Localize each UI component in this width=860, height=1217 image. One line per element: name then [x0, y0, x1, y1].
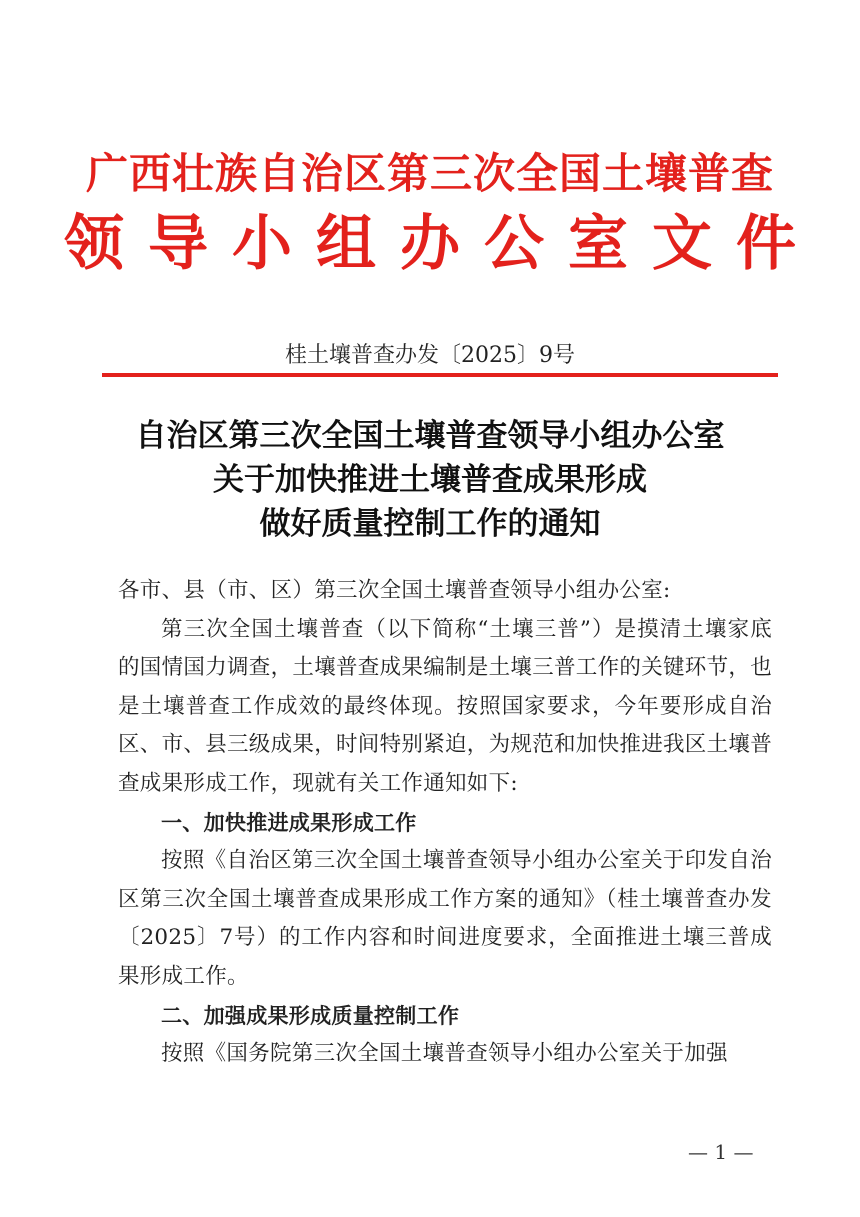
section-heading-1: 一、加快推进成果形成工作	[161, 810, 417, 835]
page-number: — 1 —	[688, 1140, 754, 1164]
issuer-header-line1: 广西壮族自治区第三次全国土壤普查	[85, 149, 774, 198]
title-line-3: 做好质量控制工作的通知	[259, 506, 601, 542]
document-number: 桂土壤普查办发〔2025〕9号	[285, 343, 575, 368]
red-separator-line	[102, 373, 778, 377]
document-title	[0, 414, 860, 546]
document-body	[118, 572, 772, 1074]
paragraph-section-1: 按照《自治区第三次全国土壤普查领导小组办公室关于印发自治区第三次全国土壤普查成果形成工作方案的通知》（桂土壤普查办发〔2025〕7号）的工作内容和时间进度要求，全面推进土壤三普成果形成工作。	[118, 848, 772, 989]
paragraph-section-2: 按照《国务院第三次全国土壤普查领导小组办公室关于加强	[161, 1041, 728, 1067]
title-line-2: 关于加快推进土壤普查成果形成	[213, 462, 647, 498]
salutation: 各市、县（市、区）第三次全国土壤普查领导小组办公室:	[118, 578, 671, 603]
paragraph-intro: 第三次全国土壤普查（以下简称“土壤三普”）是摸清土壤家底的国情国力调查，土壤普查成果编制是土壤三普工作的关键环节，也是土壤普查工作成效的最终体现。按照国家要求，今年要形成自治区、市、县三级成果，时间特别紧迫，为规范和加快推进我区土壤普查成果形成工作，现就有关工作通知如下:	[118, 616, 773, 796]
section-heading-2: 二、加强成果形成质量控制工作	[161, 1003, 460, 1028]
issuer-header-line2: 领导小组办公室文件	[64, 209, 820, 279]
title-line-1: 自治区第三次全国土壤普查领导小组办公室	[135, 418, 725, 454]
